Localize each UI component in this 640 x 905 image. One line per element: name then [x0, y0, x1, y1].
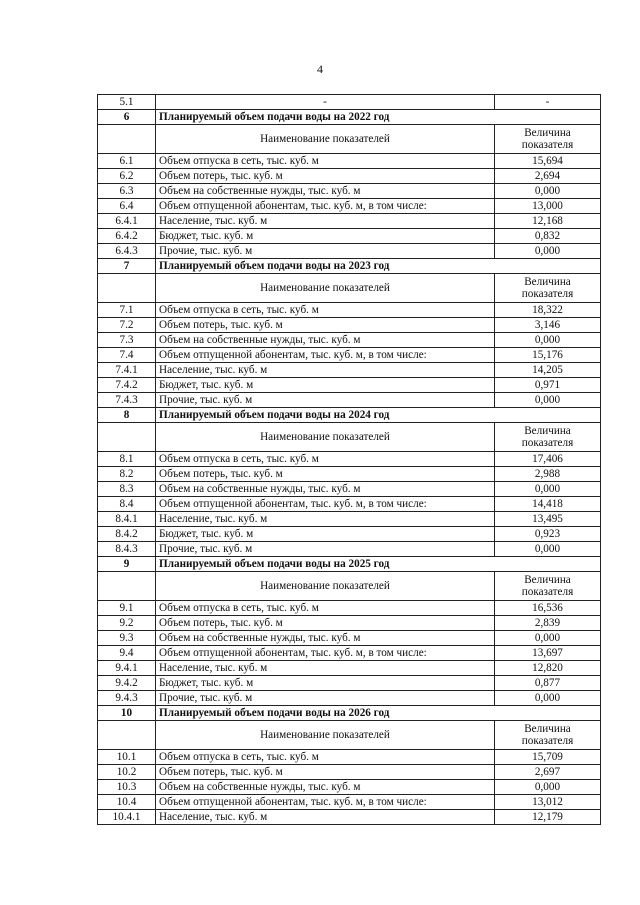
header-value: Величина показателя [495, 721, 601, 750]
table-row [98, 348, 601, 363]
row-number: 8.4.2 [98, 527, 156, 542]
row-value: 0,000 [495, 542, 601, 557]
header-empty-cell [98, 721, 156, 750]
header-value: Величина показателя [495, 423, 601, 452]
row-number: 9.2 [98, 616, 156, 631]
row-value: 15,694 [495, 154, 601, 169]
row-value: 2,839 [495, 616, 601, 631]
section-title-row [98, 408, 601, 423]
row-name: Население, тыс. куб. м [156, 661, 495, 676]
row-value: 0,000 [495, 393, 601, 408]
row-number: 9.3 [98, 631, 156, 646]
row-value: 14,418 [495, 497, 601, 512]
row-number: 9.4.3 [98, 691, 156, 706]
column-header-row [98, 572, 601, 601]
header-empty-cell [98, 274, 156, 303]
section-title-row [98, 557, 601, 572]
table-row [98, 318, 601, 333]
table-row [98, 303, 601, 318]
row-value: 0,832 [495, 229, 601, 244]
header-name: Наименование показателей [156, 423, 495, 452]
row-name: Объем потерь, тыс. куб. м [156, 467, 495, 482]
row-value: 0,923 [495, 527, 601, 542]
row-name: Население, тыс. куб. м [156, 363, 495, 378]
row-name: Бюджет, тыс. куб. м [156, 676, 495, 691]
row-name: Прочие, тыс. куб. м [156, 691, 495, 706]
section-title-row [98, 706, 601, 721]
row-value: 0,971 [495, 378, 601, 393]
header-name: Наименование показателей [156, 125, 495, 154]
page-number: 4 [317, 62, 323, 76]
row-value: 13,012 [495, 795, 601, 810]
row-name: Объем отпуска в сеть, тыс. куб. м [156, 303, 495, 318]
row-name: Объем отпущенной абонентам, тыс. куб. м, в том числе: [156, 646, 495, 661]
row-number: 9.4.2 [98, 676, 156, 691]
row-name: Бюджет, тыс. куб. м [156, 527, 495, 542]
row-number: 9.4 [98, 646, 156, 661]
row-value: 3,146 [495, 318, 601, 333]
row-value: 0,000 [495, 780, 601, 795]
section-title: Планируемый объем подачи воды на 2023 год [156, 259, 601, 274]
column-header-row [98, 125, 601, 154]
row-name: Объем отпущенной абонентам, тыс. куб. м, в том числе: [156, 348, 495, 363]
table-row [98, 452, 601, 467]
row-name: Объем отпуска в сеть, тыс. куб. м [156, 750, 495, 765]
row-value: 12,820 [495, 661, 601, 676]
row-name: Объем отпуска в сеть, тыс. куб. м [156, 452, 495, 467]
row-number: 10.3 [98, 780, 156, 795]
row-number: 7.2 [98, 318, 156, 333]
row-number: 7.4.2 [98, 378, 156, 393]
table-row [98, 810, 601, 825]
row-name: Объем на собственные нужды, тыс. куб. м [156, 631, 495, 646]
table-row [98, 393, 601, 408]
row-number: 10.1 [98, 750, 156, 765]
row-name: Население, тыс. куб. м [156, 512, 495, 527]
row-number: 5.1 [98, 95, 156, 110]
row-value: 0,000 [495, 244, 601, 259]
section-number: 6 [98, 110, 156, 125]
row-value: - [495, 95, 601, 110]
row-value: 0,000 [495, 184, 601, 199]
row-value: 0,000 [495, 482, 601, 497]
row-name: Население, тыс. куб. м [156, 810, 495, 825]
row-value: 15,709 [495, 750, 601, 765]
row-value: 0,000 [495, 333, 601, 348]
row-name: Объем на собственные нужды, тыс. куб. м [156, 333, 495, 348]
row-number: 6.4.3 [98, 244, 156, 259]
table-row [98, 363, 601, 378]
table-row [98, 154, 601, 169]
header-empty-cell [98, 423, 156, 452]
row-value: 0,000 [495, 631, 601, 646]
row-value: 13,000 [495, 199, 601, 214]
table-row [98, 780, 601, 795]
section-number: 10 [98, 706, 156, 721]
header-value: Величина показателя [495, 274, 601, 303]
water-supply-table [97, 94, 601, 825]
row-value: 0,000 [495, 691, 601, 706]
section-number: 9 [98, 557, 156, 572]
row-number: 6.4 [98, 199, 156, 214]
row-number: 6.4.1 [98, 214, 156, 229]
row-name: Объем на собственные нужды, тыс. куб. м [156, 482, 495, 497]
section-number: 7 [98, 259, 156, 274]
row-name: Прочие, тыс. куб. м [156, 244, 495, 259]
row-value: 17,406 [495, 452, 601, 467]
row-name: Объем отпущенной абонентам, тыс. куб. м, в том числе: [156, 199, 495, 214]
row-value: 12,168 [495, 214, 601, 229]
table-row [98, 512, 601, 527]
row-number: 10.4 [98, 795, 156, 810]
table-row [98, 601, 601, 616]
section-title: Планируемый объем подачи воды на 2022 год [156, 110, 601, 125]
row-name: Бюджет, тыс. куб. м [156, 378, 495, 393]
row-name: Объем отпуска в сеть, тыс. куб. м [156, 154, 495, 169]
table-row [98, 765, 601, 780]
column-header-row [98, 423, 601, 452]
row-value: 14,205 [495, 363, 601, 378]
row-name: Население, тыс. куб. м [156, 214, 495, 229]
row-number: 7.3 [98, 333, 156, 348]
header-empty-cell [98, 572, 156, 601]
table-row [98, 676, 601, 691]
table-row [98, 229, 601, 244]
header-value: Величина показателя [495, 125, 601, 154]
row-name: Прочие, тыс. куб. м [156, 542, 495, 557]
table-row [98, 169, 601, 184]
row-number: 8.4 [98, 497, 156, 512]
row-number: 6.1 [98, 154, 156, 169]
row-number: 10.4.1 [98, 810, 156, 825]
row-name: Объем потерь, тыс. куб. м [156, 169, 495, 184]
row-number: 7.4.3 [98, 393, 156, 408]
table-row [98, 631, 601, 646]
row-value: 13,697 [495, 646, 601, 661]
row-name: Объем потерь, тыс. куб. м [156, 765, 495, 780]
table-row [98, 244, 601, 259]
row-name: Объем потерь, тыс. куб. м [156, 616, 495, 631]
table-row [98, 616, 601, 631]
table-row [98, 482, 601, 497]
row-value: 13,495 [495, 512, 601, 527]
row-number: 6.4.2 [98, 229, 156, 244]
table-row [98, 199, 601, 214]
table-row [98, 691, 601, 706]
row-name: Объем потерь, тыс. куб. м [156, 318, 495, 333]
row-value: 16,536 [495, 601, 601, 616]
row-value: 2,694 [495, 169, 601, 184]
table-row [98, 646, 601, 661]
row-value: 2,988 [495, 467, 601, 482]
row-number: 8.1 [98, 452, 156, 467]
row-name: Прочие, тыс. куб. м [156, 393, 495, 408]
table-row [98, 750, 601, 765]
row-number: 6.3 [98, 184, 156, 199]
table-row [98, 95, 601, 110]
row-number: 6.2 [98, 169, 156, 184]
row-number: 10.2 [98, 765, 156, 780]
table-row [98, 333, 601, 348]
table-body [98, 95, 601, 825]
row-name: Объем на собственные нужды, тыс. куб. м [156, 184, 495, 199]
table-row [98, 661, 601, 676]
header-value: Величина показателя [495, 572, 601, 601]
row-name: Объем отпущенной абонентам, тыс. куб. м, в том числе: [156, 795, 495, 810]
row-name: Объем отпущенной абонентам, тыс. куб. м, в том числе: [156, 497, 495, 512]
row-number: 8.4.3 [98, 542, 156, 557]
section-number: 8 [98, 408, 156, 423]
row-number: 8.2 [98, 467, 156, 482]
row-value: 2,697 [495, 765, 601, 780]
row-name: Объем на собственные нужды, тыс. куб. м [156, 780, 495, 795]
table-row [98, 497, 601, 512]
header-name: Наименование показателей [156, 274, 495, 303]
table-row [98, 542, 601, 557]
row-value: 0,877 [495, 676, 601, 691]
section-title: Планируемый объем подачи воды на 2024 год [156, 408, 601, 423]
section-title: Планируемый объем подачи воды на 2026 год [156, 706, 601, 721]
header-empty-cell [98, 125, 156, 154]
row-value: 12,179 [495, 810, 601, 825]
section-title-row [98, 110, 601, 125]
row-number: 8.4.1 [98, 512, 156, 527]
table-row [98, 214, 601, 229]
column-header-row [98, 274, 601, 303]
row-number: 7.4.1 [98, 363, 156, 378]
row-number: 7.1 [98, 303, 156, 318]
row-value: 15,176 [495, 348, 601, 363]
table-row [98, 527, 601, 542]
table-row [98, 467, 601, 482]
row-name: Объем отпуска в сеть, тыс. куб. м [156, 601, 495, 616]
row-value: 18,322 [495, 303, 601, 318]
table-row [98, 795, 601, 810]
row-number: 7.4 [98, 348, 156, 363]
section-title-row [98, 259, 601, 274]
table-row [98, 378, 601, 393]
column-header-row [98, 721, 601, 750]
row-number: 9.4.1 [98, 661, 156, 676]
header-name: Наименование показателей [156, 721, 495, 750]
row-number: 9.1 [98, 601, 156, 616]
row-number: 8.3 [98, 482, 156, 497]
row-name: Бюджет, тыс. куб. м [156, 229, 495, 244]
section-title: Планируемый объем подачи воды на 2025 год [156, 557, 601, 572]
header-name: Наименование показателей [156, 572, 495, 601]
row-name: - [156, 95, 495, 110]
table-row [98, 184, 601, 199]
